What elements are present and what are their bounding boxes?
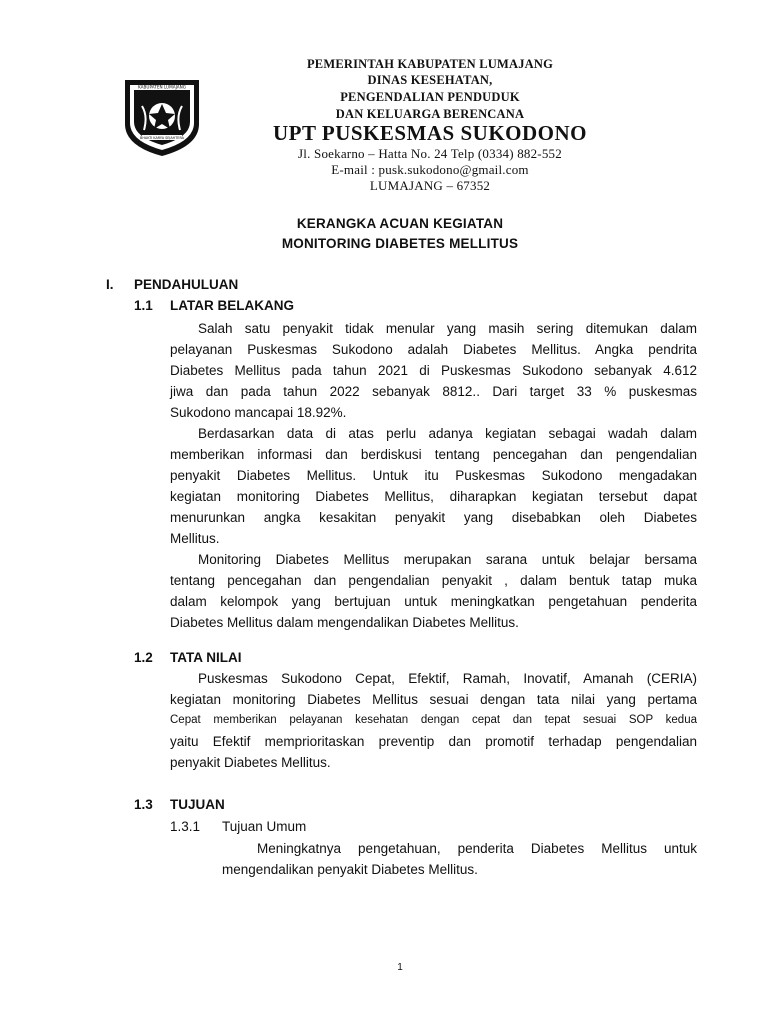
section-1-number: I. [106, 277, 114, 292]
doc-title-line-1: KERANGKA ACUAN KEGIATAN [296, 216, 504, 231]
letterhead-line-3: PENGENDALIAN PENDUDUK [340, 90, 520, 104]
paragraph-tujuan-umum: Meningkatnya pengetahuan, penderita Diabetes Mellitus untuk mengendalikan penyakit Diabetes Mellitus. [222, 841, 697, 877]
doc-title-line-2: MONITORING DIABETES MELLITUS [281, 236, 519, 251]
section-1-1-number: 1.1 [134, 298, 153, 313]
svg-text:KABUPATEN LUMAJANG: KABUPATEN LUMAJANG [137, 84, 187, 90]
section-1-heading: PENDAHULUAN [134, 277, 239, 292]
section-1-3-heading: TUJUAN [170, 797, 225, 812]
organization-name: UPT PUSKESMAS SUKODONO [273, 121, 587, 145]
paragraph-latar-belakang-1: Salah satu penyakit tidak menular yang masih sering ditemukan dalam pelayanan Puskesmas Sukodono adalah Diabetes Mellitus. Angka pendrita Diabetes Mellitus pada tahun 2021 di Puskesmas Sukodono sebanyak 4.612 jiwa dan pada tahun 2022 sebanyak 8812.. Dari target 33 % puskesmas Sukodono mancapai 18.92%. [170, 321, 697, 420]
letterhead-line-4: DAN KELUARGA BERENCANA [335, 107, 525, 121]
paragraph-tata-nilai: Puskesmas Sukodono Cepat, Efektif, Ramah, Inovatif, Amanah (CERIA) kegiatan monitoring Diabetes Mellitus sesuai dengan tata nilai yang pertama Cepat memberikan pelayanan kesehatan dengan cepat dan tepat sesuai SOP kedua yaitu Efektif memprioritaskan preventip dan promotif terhadap pengendalian penyakit Diabetes Mellitus. [170, 671, 697, 770]
section-1-3-1-number: 1.3.1 [170, 819, 201, 834]
paragraph-latar-belakang-3: Monitoring Diabetes Mellitus merupakan sarana untuk belajar bersama tentang pencegahan dan pengendalian penyakit , dalam bentuk tatap muka dalam kelompok yang bertujuan untuk meningkatkan pengetahuan penderita Diabetes Mellitus dalam mengendalikan Diabetes Mellitus. [170, 552, 697, 630]
section-1-2-number: 1.2 [134, 650, 153, 665]
section-1-2-heading: TATA NILAI [170, 650, 242, 665]
email-line: E-mail : pusk.sukodono@gmail.com [331, 162, 529, 177]
city-line: LUMAJANG – 67352 [369, 178, 491, 193]
letterhead-line-2: DINAS KESEHATAN, [367, 73, 493, 87]
svg-text:BHAKTI KARYA SEJAHTERA: BHAKTI KARYA SEJAHTERA [140, 136, 184, 140]
lumajang-emblem-logo [122, 76, 202, 158]
section-1-1-heading: LATAR BELAKANG [170, 298, 294, 313]
letterhead-line-1: PEMERINTAH KABUPATEN LUMAJANG [306, 57, 554, 71]
paragraph-latar-belakang-2: Berdasarkan data di atas perlu adanya kegiatan sebagai wadah dalam memberikan informasi dan berdiskusi tentang pencegahan dan pengendalian penyakit Diabetes Mellitus. Untuk itu Puskesmas Sukodono mengadakan kegiatan monitoring Diabetes Mellitus, diharapkan kegiatan tersebut dapat menurunkan angka kesakitan penyakit yang disebabkan oleh Diabetes Mellitus. [170, 426, 697, 546]
address-line: Jl. Soekarno – Hatta No. 24 Telp (0334) 882-552 [298, 146, 562, 161]
section-1-3-number: 1.3 [134, 797, 153, 812]
page-number: 1 [397, 962, 403, 973]
section-1-3-1-heading: Tujuan Umum [222, 819, 307, 834]
